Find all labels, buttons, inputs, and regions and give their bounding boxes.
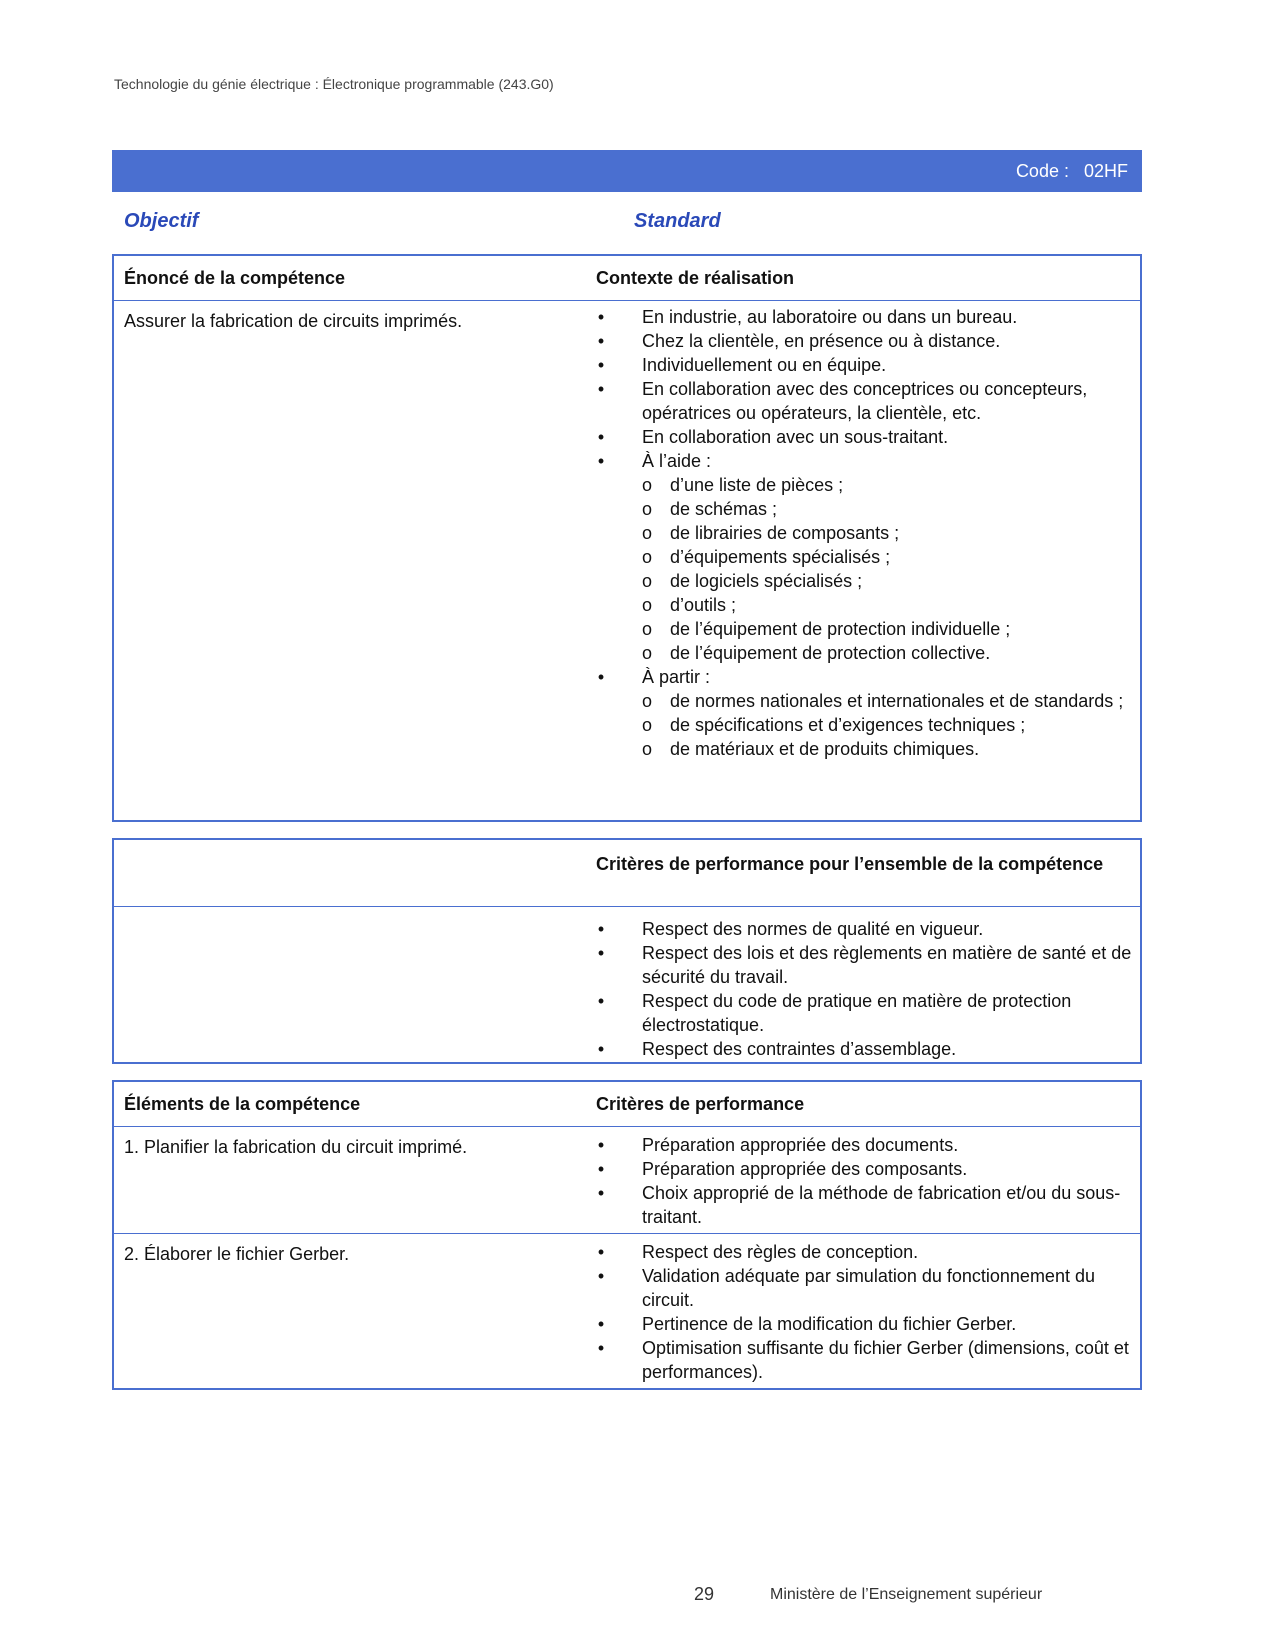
list-item-text: Respect du code de pratique en matière de protection électrostatique. [642, 991, 1072, 1035]
criteria-header: Critères de performance [596, 1094, 805, 1114]
overall-criteria-list [596, 917, 1136, 1061]
list-item-text: de normes nationales et internationales et de standards ; [670, 691, 1124, 711]
bullet-icon: • [597, 307, 605, 327]
list-item-text: Préparation appropriée des documents. [642, 1135, 959, 1155]
list-item [596, 689, 1136, 713]
competency-statement: Assurer la fabrication de circuits imprimés. [124, 311, 463, 331]
bullet-icon: • [597, 427, 605, 447]
element-row [114, 1233, 1140, 1386]
list-item-text: Chez la clientèle, en présence ou à distance. [642, 331, 1001, 351]
list-item-text: de schémas ; [670, 499, 778, 519]
list-item [596, 329, 1136, 353]
context-list [596, 305, 1136, 761]
list-item [596, 1133, 1136, 1157]
elements-header: Éléments de la compétence [124, 1094, 361, 1114]
circle-bullet-icon: o [642, 619, 653, 639]
bullet-icon: • [597, 1314, 605, 1334]
criteria-list [596, 1240, 1136, 1384]
list-item [596, 641, 1136, 665]
circle-bullet-icon: o [642, 547, 653, 567]
bullet-icon: • [597, 943, 605, 963]
list-item-text: Respect des contraintes d’assemblage. [642, 1039, 957, 1059]
elements-table [112, 1080, 1142, 1390]
list-item [596, 665, 1136, 689]
bullet-icon: • [597, 1039, 605, 1059]
list-item [596, 545, 1136, 569]
list-item [596, 1264, 1136, 1312]
list-item [596, 1181, 1136, 1229]
list-item [596, 713, 1136, 737]
table-header-row [114, 1082, 1140, 1126]
list-item [596, 737, 1136, 761]
bullet-icon: • [597, 991, 605, 1011]
bullet-icon: • [597, 919, 605, 939]
list-item-text: En industrie, au laboratoire ou dans un bureau. [642, 307, 1018, 327]
list-item-text: Respect des lois et des règlements en matière de santé et de sécurité du travail. [642, 943, 1132, 987]
list-item-text: À l’aide : [642, 451, 712, 471]
list-item-text: de librairies de composants ; [670, 523, 900, 543]
list-item-text: Individuellement ou en équipe. [642, 355, 887, 375]
list-item-text: d’une liste de pièces ; [670, 475, 844, 495]
footer-organization: Ministère de l’Enseignement supérieur [770, 1586, 1043, 1603]
circle-bullet-icon: o [642, 499, 653, 519]
list-item [596, 521, 1136, 545]
list-item [596, 473, 1136, 497]
list-item-text: En collaboration avec un sous-traitant. [642, 427, 949, 447]
list-item [596, 617, 1136, 641]
criteria-list [596, 1133, 1136, 1229]
bullet-icon: • [597, 667, 605, 687]
list-item [596, 569, 1136, 593]
list-item [596, 497, 1136, 521]
objective-heading: Objectif [124, 210, 199, 232]
table-body-row [114, 906, 1140, 1063]
list-item-text: Respect des règles de conception. [642, 1242, 919, 1262]
circle-bullet-icon: o [642, 595, 653, 615]
statement-header: Énoncé de la compétence [124, 268, 346, 288]
bullet-icon: • [597, 379, 605, 399]
bullet-icon: • [597, 451, 605, 471]
circle-bullet-icon: o [642, 475, 653, 495]
bullet-icon: • [597, 1135, 605, 1155]
table-header-row [114, 256, 1140, 300]
list-item-text: Préparation appropriée des composants. [642, 1159, 968, 1179]
competency-statement-table [112, 254, 1142, 822]
list-item-text: d’équipements spécialisés ; [670, 547, 891, 567]
list-item [596, 941, 1136, 989]
code-band [112, 150, 1142, 192]
list-item [596, 1157, 1136, 1181]
table-header-row [114, 840, 1140, 906]
circle-bullet-icon: o [642, 715, 653, 735]
bullet-icon: • [597, 355, 605, 375]
list-item-text: de l’équipement de protection collective. [670, 643, 991, 663]
element-label: 2. Élaborer le fichier Gerber. [124, 1244, 350, 1264]
element-row [114, 1126, 1140, 1233]
overall-criteria-header: Critères de performance pour l’ensemble de la compétence [596, 854, 1104, 874]
standard-heading: Standard [634, 210, 721, 232]
context-header: Contexte de réalisation [596, 268, 795, 288]
list-item-text: de l’équipement de protection individuelle ; [670, 619, 1011, 639]
list-item-text: de matériaux et de produits chimiques. [670, 739, 980, 759]
list-item-text: Choix approprié de la méthode de fabrication et/ou du sous-traitant. [642, 1183, 1121, 1227]
list-item-text: Pertinence de la modification du fichier Gerber. [642, 1314, 1017, 1334]
list-item [596, 1336, 1136, 1384]
circle-bullet-icon: o [642, 643, 653, 663]
list-item [596, 1240, 1136, 1264]
running-header: Technologie du génie électrique : Électronique programmable (243.G0) [114, 76, 554, 92]
list-item-text: d’outils ; [670, 595, 737, 615]
circle-bullet-icon: o [642, 691, 653, 711]
list-item-text: À partir : [642, 667, 711, 687]
list-item [596, 449, 1136, 473]
bullet-icon: • [597, 1242, 605, 1262]
list-item [596, 989, 1136, 1037]
list-item [596, 425, 1136, 449]
list-item-text: Validation adéquate par simulation du fonctionnement du circuit. [642, 1266, 1095, 1310]
list-item [596, 593, 1136, 617]
circle-bullet-icon: o [642, 523, 653, 543]
list-item-text: En collaboration avec des conceptrices ou concepteurs, opératrices ou opérateurs, la clientèle, etc. [642, 379, 1088, 423]
table-body-row [114, 300, 1140, 821]
bullet-icon: • [597, 1338, 605, 1358]
page-number: 29 [694, 1584, 715, 1604]
list-item [596, 305, 1136, 329]
list-item-text: Respect des normes de qualité en vigueur. [642, 919, 984, 939]
list-item [596, 1037, 1136, 1061]
list-item-text: Optimisation suffisante du fichier Gerber (dimensions, coût et performances). [642, 1338, 1129, 1382]
bullet-icon: • [597, 1266, 605, 1286]
bullet-icon: • [597, 1159, 605, 1179]
circle-bullet-icon: o [642, 739, 653, 759]
bullet-icon: • [597, 331, 605, 351]
circle-bullet-icon: o [642, 571, 653, 591]
list-item-text: de logiciels spécialisés ; [670, 571, 863, 591]
list-item [596, 1312, 1136, 1336]
overall-criteria-table [112, 838, 1142, 1064]
list-item [596, 917, 1136, 941]
list-item [596, 353, 1136, 377]
list-item [596, 377, 1136, 425]
competency-code: Code : 02HF [1015, 161, 1128, 181]
list-item-text: de spécifications et d’exigences techniques ; [670, 715, 1026, 735]
bullet-icon: • [597, 1183, 605, 1203]
element-label: 1. Planifier la fabrication du circuit imprimé. [124, 1137, 468, 1157]
